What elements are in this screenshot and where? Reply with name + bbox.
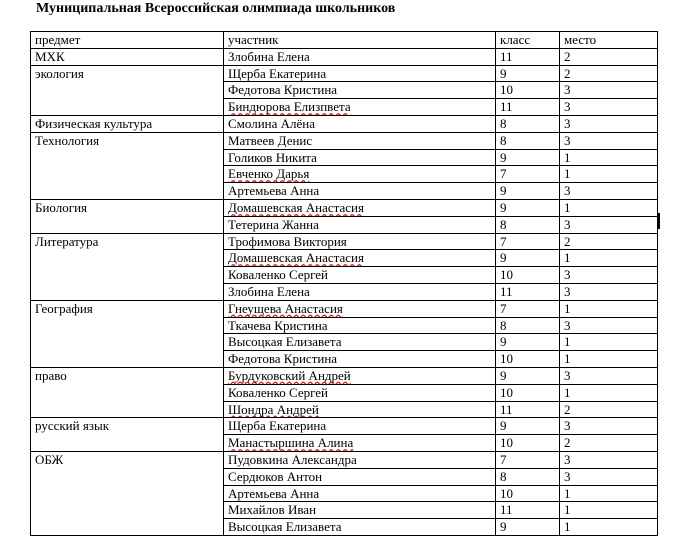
place-cell: 3 [560,99,658,116]
place-cell: 3 [560,283,658,300]
subject-cell [31,435,224,452]
grade-cell: 8 [496,216,560,233]
participant-cell [224,199,496,216]
table-row [31,418,658,435]
table-row [31,384,658,401]
subject-cell [31,519,224,536]
grade-cell: 8 [496,468,560,485]
participant-cell [224,384,496,401]
grade-cell: 10 [496,267,560,284]
participant-cell [224,166,496,183]
participant-name: Бурдуковский Андрей [228,367,351,383]
participant-cell [224,502,496,519]
table-row [31,519,658,536]
place-cell: 3 [560,468,658,485]
place-cell: 1 [560,384,658,401]
subject-cell: русский язык [31,418,224,435]
grade-cell: 9 [496,183,560,200]
place-cell: 1 [560,166,658,183]
participant-cell [224,418,496,435]
participant-cell [224,48,496,65]
place-cell: 1 [560,351,658,368]
participant-cell [224,216,496,233]
place-cell: 2 [560,48,658,65]
participant-name: Матвеев Денис [228,132,313,148]
header-place: место [560,32,658,49]
table-row [31,468,658,485]
subject-cell [31,99,224,116]
place-cell: 3 [560,132,658,149]
table-row [31,451,658,468]
participant-name: Пудовкина Александра [228,451,357,467]
header-subject: предмет [31,32,224,49]
subject-cell: География [31,300,224,317]
participant-name: Михайлов Иван [228,502,317,518]
participant-name: Коваленко Сергей [228,267,328,283]
participant-cell [224,65,496,82]
participant-name: Манастыршина Алина [228,435,354,451]
grade-cell: 7 [496,166,560,183]
participant-cell [224,183,496,200]
participant-name: Федотова Кристина [228,82,338,98]
place-cell: 3 [560,367,658,384]
table-row [31,401,658,418]
subject-cell [31,351,224,368]
participant-name: Злобина Елена [228,48,310,64]
subject-cell: экология [31,65,224,82]
grade-cell: 9 [496,65,560,82]
participant-name: Ткачева Кристина [228,317,328,333]
participant-name: Евченко Дарья [228,166,310,182]
participant-name: Голиков Никита [228,149,317,165]
participant-name: Домашевская Анастасия [228,250,364,266]
subject-cell [31,384,224,401]
table-row [31,435,658,452]
header-grade: класс [496,32,560,49]
place-cell: 1 [560,300,658,317]
participant-cell [224,267,496,284]
place-cell: 2 [560,233,658,250]
subject-cell [31,267,224,284]
grade-cell: 8 [496,115,560,132]
participant-name: Артемьева Анна [228,183,320,199]
participant-name: Шондра Андрей [228,401,319,417]
participant-cell [224,485,496,502]
participant-cell [224,132,496,149]
table-row [31,149,658,166]
participant-cell [224,233,496,250]
grade-cell: 7 [496,451,560,468]
table-row [31,48,658,65]
grade-cell: 11 [496,502,560,519]
participant-name: Высоцкая Елизавета [228,519,342,535]
grade-cell: 9 [496,418,560,435]
participant-name: Сердюков Антон [228,468,323,484]
subject-cell [31,317,224,334]
place-cell: 2 [560,65,658,82]
participant-cell [224,300,496,317]
place-cell: 3 [560,317,658,334]
subject-cell [31,283,224,300]
grade-cell: 8 [496,317,560,334]
participant-cell [224,468,496,485]
subject-cell [31,401,224,418]
participant-cell [224,149,496,166]
participant-cell [224,115,496,132]
place-cell: 1 [560,334,658,351]
participant-name: Тетерина Жанна [228,216,319,232]
participant-name: Федотова Кристина [228,351,338,367]
table-row [31,367,658,384]
participant-cell [224,334,496,351]
grade-cell: 10 [496,351,560,368]
place-cell: 3 [560,451,658,468]
table-row [31,166,658,183]
participant-cell [224,99,496,116]
subject-cell: Технология [31,132,224,149]
grade-cell: 9 [496,250,560,267]
grade-cell: 10 [496,384,560,401]
participant-cell [224,82,496,99]
grade-cell: 10 [496,82,560,99]
place-cell: 1 [560,519,658,536]
place-cell: 1 [560,199,658,216]
place-cell: 2 [560,401,658,418]
subject-cell: ОБЖ [31,451,224,468]
header-participant: участник [224,32,496,49]
grade-cell: 9 [496,149,560,166]
table-row [31,132,658,149]
grade-cell: 8 [496,132,560,149]
table-row [31,216,658,233]
subject-cell [31,468,224,485]
table-row [31,502,658,519]
subject-cell [31,166,224,183]
participant-cell [224,451,496,468]
header-row [31,32,658,49]
participant-name: Щерба Екатерина [228,65,327,81]
place-cell: 3 [560,267,658,284]
table-row [31,65,658,82]
place-cell: 3 [560,418,658,435]
grade-cell: 9 [496,367,560,384]
table-row [31,334,658,351]
grade-cell: 11 [496,48,560,65]
subject-cell: право [31,367,224,384]
participant-cell [224,401,496,418]
grade-cell: 9 [496,199,560,216]
participant-name: Гнеущева Анастасия [228,300,343,316]
participant-cell [224,519,496,536]
table-row [31,250,658,267]
subject-cell [31,334,224,351]
subject-cell [31,485,224,502]
participant-cell [224,283,496,300]
grade-cell: 7 [496,233,560,250]
place-cell: 1 [560,149,658,166]
participant-cell [224,250,496,267]
grade-cell: 11 [496,401,560,418]
table-row [31,351,658,368]
subject-cell: Литература [31,233,224,250]
participant-name: Высоцкая Елизавета [228,334,342,350]
place-cell: 3 [560,183,658,200]
table-row [31,485,658,502]
results-table [30,31,658,536]
grade-cell: 9 [496,519,560,536]
table-row [31,317,658,334]
participant-cell [224,435,496,452]
text-cursor [658,213,660,229]
participant-cell [224,367,496,384]
place-cell: 3 [560,216,658,233]
participant-name: Смолина Алёна [228,115,316,131]
participant-cell [224,351,496,368]
subject-cell [31,183,224,200]
place-cell: 1 [560,485,658,502]
subject-cell [31,216,224,233]
grade-cell: 9 [496,334,560,351]
participant-name: Артемьева Анна [228,485,320,501]
subject-cell: Физическая культура [31,115,224,132]
table-row [31,183,658,200]
subject-cell [31,250,224,267]
subject-cell: Биология [31,199,224,216]
document-title: Муниципальная Всероссийская олимпиада школьников [36,1,396,16]
participant-name: Биндюрова Елизпвета [228,99,351,115]
table-row [31,115,658,132]
place-cell: 1 [560,250,658,267]
subject-cell: МХК [31,48,224,65]
grade-cell: 7 [496,300,560,317]
participant-name: Злобина Елена [228,283,310,299]
table-row [31,99,658,116]
participant-name: Домашевская Анастасия [228,199,364,215]
participant-name: Коваленко Сергей [228,384,328,400]
grade-cell: 10 [496,485,560,502]
place-cell: 3 [560,115,658,132]
grade-cell: 11 [496,99,560,116]
place-cell: 1 [560,502,658,519]
participant-name: Щерба Екатерина [228,418,327,434]
grade-cell: 10 [496,435,560,452]
place-cell: 3 [560,82,658,99]
subject-cell [31,502,224,519]
participant-name: Трофимова Виктория [228,233,347,249]
subject-cell [31,82,224,99]
table-row [31,82,658,99]
table-row [31,267,658,284]
table-row [31,199,658,216]
table-row [31,300,658,317]
table-row [31,233,658,250]
grade-cell: 11 [496,283,560,300]
subject-cell [31,149,224,166]
participant-cell [224,317,496,334]
table-row [31,283,658,300]
place-cell: 2 [560,435,658,452]
